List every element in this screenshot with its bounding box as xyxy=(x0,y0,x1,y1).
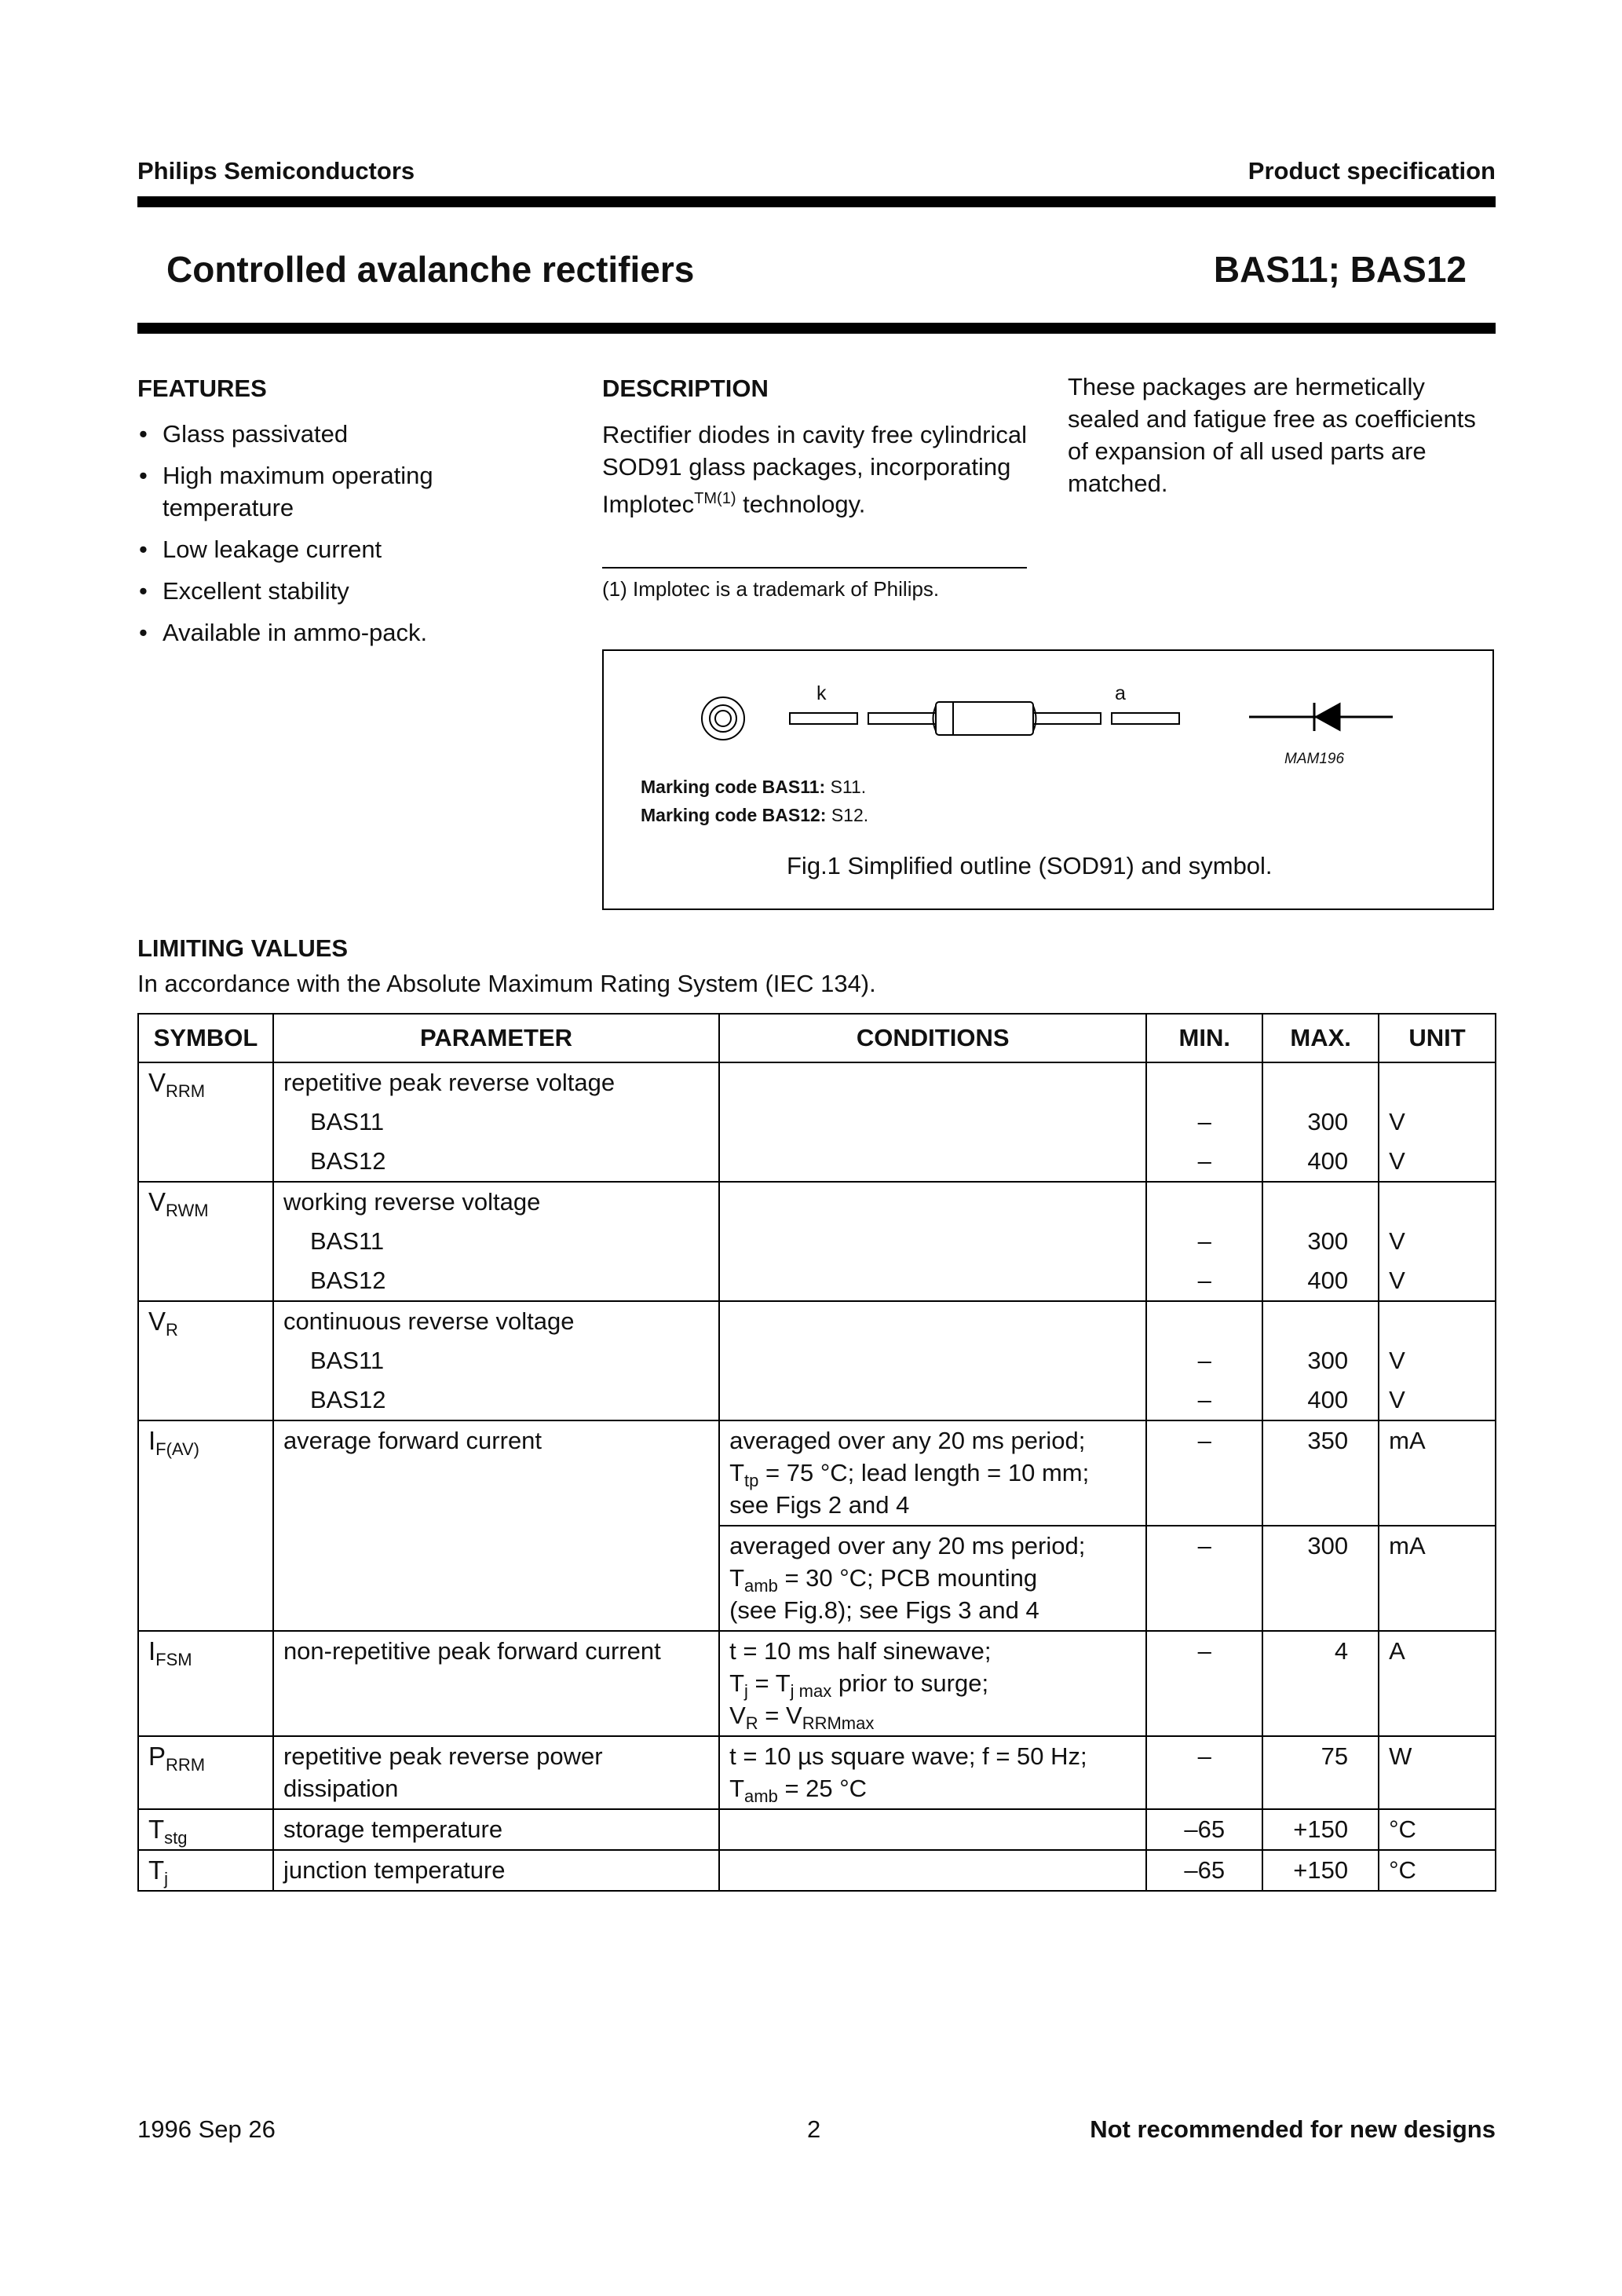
unit-cell: V xyxy=(1379,1380,1496,1420)
variant-cell: BAS11 xyxy=(273,1102,719,1142)
max-cell: 4 xyxy=(1262,1631,1379,1736)
figure-box xyxy=(602,649,1494,910)
table-row xyxy=(138,1736,1496,1809)
feature-item: • High maximum operating temperature xyxy=(137,459,491,524)
variant-cell: BAS12 xyxy=(273,1261,719,1301)
symbol-cell: $I_{F(AV)}$ xyxy=(138,1420,273,1631)
conditions-cell: t = 10 ms half sinewave; $T_j = T_{j max}$ prior to surge; $V_R = V_{RRMmax}$ xyxy=(719,1631,1146,1736)
feature-item: • Low leakage current xyxy=(137,533,491,565)
title-rule xyxy=(137,323,1496,334)
column-header: UNIT xyxy=(1379,1014,1496,1062)
drawing-code: MAM196 xyxy=(1284,751,1345,767)
features-heading: FEATURES xyxy=(137,375,267,402)
min-cell: – xyxy=(1146,1526,1262,1631)
conditions-cell xyxy=(719,1850,1146,1891)
marking-label: Marking code BAS11: xyxy=(641,777,826,797)
table-row xyxy=(138,1301,1496,1341)
page-number: 2 xyxy=(807,2115,821,2143)
min-cell: – xyxy=(1146,1736,1262,1809)
table-row xyxy=(138,1062,1496,1102)
parameter-cell: storage temperature xyxy=(273,1809,719,1850)
max-cell: 300 xyxy=(1262,1526,1379,1631)
marking-code-bas11 xyxy=(641,777,866,798)
max-cell: 300 xyxy=(1262,1222,1379,1261)
side-view-icon xyxy=(790,702,1179,735)
parameter-cell: repetitive peak reverse voltage xyxy=(273,1062,719,1102)
max-cell: +150 xyxy=(1262,1850,1379,1891)
min-cell: –65 xyxy=(1146,1850,1262,1891)
table-row xyxy=(138,1809,1496,1850)
end-view-icon xyxy=(702,697,744,740)
footer-date: 1996 Sep 26 xyxy=(137,2115,276,2143)
max-cell: 300 xyxy=(1262,1102,1379,1142)
cathode-label: k xyxy=(816,682,827,704)
unit-cell: V xyxy=(1379,1341,1496,1380)
marking-label: Marking code BAS12: xyxy=(641,805,827,825)
unit-cell: V xyxy=(1379,1261,1496,1301)
packaging-note: These packages are hermetically sealed and fatigue free as coefficients of expansion of all used parts are matched. xyxy=(1068,373,1476,497)
unit-cell: °C xyxy=(1379,1850,1496,1891)
variant-cell: BAS11 xyxy=(273,1222,719,1261)
feature-item: • Available in ammo-pack. xyxy=(137,616,491,649)
limiting-values-table xyxy=(137,1013,1496,1892)
column-header: CONDITIONS xyxy=(719,1014,1146,1062)
marking-code-bas12 xyxy=(641,805,868,826)
unit-cell: V xyxy=(1379,1142,1496,1182)
feature-item: • Excellent stability xyxy=(137,575,491,607)
symbol-cell: $I_{FSM}$ xyxy=(138,1631,273,1736)
max-cell: 400 xyxy=(1262,1261,1379,1301)
conditions-cell xyxy=(719,1301,1146,1420)
description-body: Rectifier diodes in cavity free cylindrical SOD91 glass packages, incorporating Implotec xyxy=(602,421,1027,518)
symbol-cell: $V_{RWM}$ xyxy=(138,1182,273,1301)
min-cell: – xyxy=(1146,1631,1262,1736)
sod91-outline-drawing xyxy=(604,651,1492,784)
marking-value: S11. xyxy=(830,777,867,797)
column-header: PARAMETER xyxy=(273,1014,719,1062)
table-row xyxy=(138,1631,1496,1736)
limiting-values-heading: LIMITING VALUES xyxy=(137,934,349,962)
features-list-container xyxy=(137,418,491,658)
parameter-cell: continuous reverse voltage xyxy=(273,1301,719,1341)
unit-cell: mA xyxy=(1379,1420,1496,1526)
max-cell: 300 xyxy=(1262,1341,1379,1380)
unit-cell: V xyxy=(1379,1102,1496,1142)
column-header: SYMBOL xyxy=(138,1014,273,1062)
min-cell: – xyxy=(1146,1341,1262,1380)
min-cell: –65 xyxy=(1146,1809,1262,1850)
symbol-cell: $T_j$ xyxy=(138,1850,273,1891)
max-cell: 400 xyxy=(1262,1380,1379,1420)
description-end: technology. xyxy=(743,490,866,518)
min-cell: – xyxy=(1146,1380,1262,1420)
footnote: (1) Implotec is a trademark of Philips. xyxy=(602,577,940,601)
conditions-cell: t = 10 µs square wave; f = 50 Hz; $T_{amb} = 25$ °C xyxy=(719,1736,1146,1809)
company-name: Philips Semiconductors xyxy=(137,157,415,185)
anode-label: a xyxy=(1115,682,1126,704)
column-header: MAX. xyxy=(1262,1014,1379,1062)
parameter-cell: repetitive peak reverse power dissipation xyxy=(273,1736,719,1809)
max-cell: +150 xyxy=(1262,1809,1379,1850)
parameter-cell: non-repetitive peak forward current xyxy=(273,1631,719,1736)
variant-cell: BAS12 xyxy=(273,1142,719,1182)
marking-value: S12. xyxy=(831,805,869,825)
unit-cell: W xyxy=(1379,1736,1496,1809)
page-title: Controlled avalanche rectifiers xyxy=(166,249,695,290)
symbol-cell: $T_{stg}$ xyxy=(138,1809,273,1850)
footer-notice: Not recommended for new designs xyxy=(1090,2115,1496,2143)
diode-symbol-icon xyxy=(1249,703,1393,731)
header-rule xyxy=(137,196,1496,207)
min-cell: – xyxy=(1146,1420,1262,1526)
table-row xyxy=(138,1850,1496,1891)
min-cell: – xyxy=(1146,1142,1262,1182)
min-cell: – xyxy=(1146,1102,1262,1142)
table-row xyxy=(138,1182,1496,1222)
min-cell: – xyxy=(1146,1222,1262,1261)
variant-cell: BAS11 xyxy=(273,1341,719,1380)
variant-cell: BAS12 xyxy=(273,1380,719,1420)
table-row xyxy=(138,1420,1496,1526)
description-text xyxy=(602,419,1042,520)
unit-cell: V xyxy=(1379,1222,1496,1261)
max-cell: 350 xyxy=(1262,1420,1379,1526)
unit-cell: A xyxy=(1379,1631,1496,1736)
symbol-cell: $V_R$ xyxy=(138,1301,273,1420)
parameter-cell: junction temperature xyxy=(273,1850,719,1891)
parameter-cell: working reverse voltage xyxy=(273,1182,719,1222)
conditions-cell: averaged over any 20 ms period; $T_{tp} = 75$ °C; lead length = 10 mm; see Figs 2 and 4 xyxy=(719,1420,1146,1526)
max-cell: 75 xyxy=(1262,1736,1379,1809)
feature-item: • Glass passivated xyxy=(137,418,491,450)
conditions-cell xyxy=(719,1182,1146,1301)
conditions-cell: averaged over any 20 ms period; $T_{amb} = 30$ °C; PCB mounting (see Fig.8); see Figs 3 and 4 xyxy=(719,1526,1146,1631)
symbol-cell: $P_{RRM}$ xyxy=(138,1736,273,1809)
max-cell: 400 xyxy=(1262,1142,1379,1182)
footnote-rule xyxy=(602,567,1027,569)
unit-cell: °C xyxy=(1379,1809,1496,1850)
parameter-cell: average forward current xyxy=(273,1420,719,1631)
document-type: Product specification xyxy=(1248,157,1496,185)
figure-caption: Fig.1 Simplified outline (SOD91) and symbol. xyxy=(787,852,1273,879)
unit-cell: mA xyxy=(1379,1526,1496,1631)
trademark-mark: TM(1) xyxy=(694,490,736,507)
column-header: MIN. xyxy=(1146,1014,1262,1062)
description-heading: DESCRIPTION xyxy=(602,375,769,402)
conditions-cell xyxy=(719,1809,1146,1850)
conditions-cell xyxy=(719,1062,1146,1182)
min-cell: – xyxy=(1146,1261,1262,1301)
features-list xyxy=(137,418,491,649)
limiting-values-intro: In accordance with the Absolute Maximum Rating System (IEC 134). xyxy=(137,970,876,997)
part-numbers: BAS11; BAS12 xyxy=(1213,249,1467,290)
table-header-row xyxy=(138,1014,1496,1062)
symbol-cell: $V_{RRM}$ xyxy=(138,1062,273,1182)
